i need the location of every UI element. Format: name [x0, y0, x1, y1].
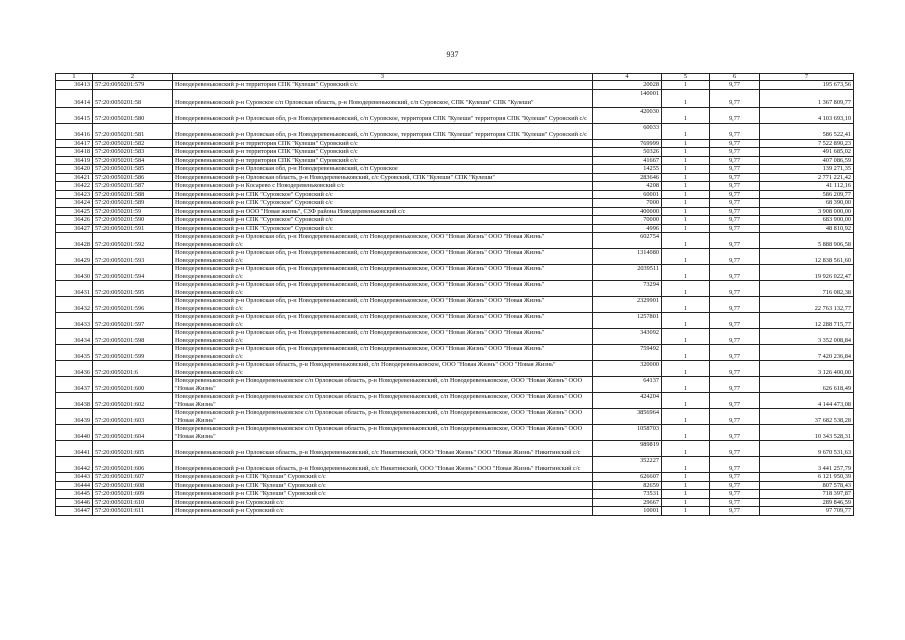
table-row	[56, 139, 854, 148]
cadastral-number: 57:20:0050201:59	[93, 207, 173, 216]
cadastral-number: 57:20:0050201:579	[93, 81, 173, 90]
cadastral-number: 57:20:0050201:599	[93, 345, 173, 361]
quantity: 1	[662, 361, 710, 377]
table-row	[56, 345, 854, 361]
cadastral-number: 57:20:0050201:608	[93, 481, 173, 490]
row-number: 36433	[56, 313, 93, 329]
quantity: 1	[662, 139, 710, 148]
quantity: 1	[662, 224, 710, 233]
area-value: 283646	[593, 173, 662, 182]
rate: 9,77	[710, 498, 760, 507]
address: Новодеревеньковский р-н территория СПК "Кулеши" Суровский с/с	[173, 156, 593, 165]
table-row	[56, 409, 854, 425]
column-header: 1	[56, 74, 93, 81]
rate: 9,77	[710, 345, 760, 361]
table-row	[56, 107, 854, 123]
table-row	[56, 473, 854, 482]
quantity: 1	[662, 173, 710, 182]
table-row	[56, 498, 854, 507]
cadastral-value: 289 846,59	[760, 498, 854, 507]
cadastral-number: 57:20:0050201:6	[93, 361, 173, 377]
area-value: 64137	[593, 377, 662, 393]
quantity: 1	[662, 457, 710, 473]
address: Новодеревеньковский р-н Орловская обл, р-н Новодеревеньковский, с/п Новодеревеньковское, ООО "Новая Жизнь" ООО "Новая Жизнь" Новодеревеньковский с/с	[173, 281, 593, 297]
cadastral-value: 19 926 022,47	[760, 265, 854, 281]
area-value: 29667	[593, 498, 662, 507]
rate: 9,77	[710, 182, 760, 191]
cadastral-number: 57:20:0050201:609	[93, 490, 173, 499]
table-row	[56, 81, 854, 90]
address: Новодеревеньковский р-н территория СПК "Кулеши" Суровский с/с	[173, 148, 593, 157]
cadastral-value: 626 618,49	[760, 377, 854, 393]
quantity: 1	[662, 165, 710, 174]
table-row	[56, 481, 854, 490]
address: Новодеревеньковский р-н Орловская обл, р-н Новодеревеньковский, с/п Новодеревеньковское, ООО "Новая Жизнь" ООО "Новая Жизнь" Новодеревеньковский с/с	[173, 233, 593, 249]
row-number: 36436	[56, 361, 93, 377]
cadastral-value: 716 082,38	[760, 281, 854, 297]
area-value: 82659	[593, 481, 662, 490]
area-value: 73531	[593, 490, 662, 499]
cadastral-value: 2 771 221,42	[760, 173, 854, 182]
row-number: 36442	[56, 457, 93, 473]
area-value: 14255	[593, 165, 662, 174]
address: Новодеревеньковский р-н Орловская обл, р-н Новодеревеньковский, с/п Суровское	[173, 165, 593, 174]
quantity: 1	[662, 156, 710, 165]
table-row	[56, 148, 854, 157]
row-number: 36444	[56, 481, 93, 490]
row-number: 36413	[56, 81, 93, 90]
row-number: 36434	[56, 329, 93, 345]
cadastral-value: 139 271,35	[760, 165, 854, 174]
cadastral-number: 57:20:0050201:596	[93, 297, 173, 313]
rate: 9,77	[710, 207, 760, 216]
row-number: 36443	[56, 473, 93, 482]
area-value: 73294	[593, 281, 662, 297]
cadastral-value: 3 908 000,00	[760, 207, 854, 216]
cadastral-number: 57:20:0050201:594	[93, 265, 173, 281]
cadastral-value: 1 367 809,77	[760, 89, 854, 107]
area-value: 2329901	[593, 297, 662, 313]
rate: 9,77	[710, 107, 760, 123]
area-value: 10001	[593, 507, 662, 516]
cadastral-value: 4 103 693,10	[760, 107, 854, 123]
land-parcel-table	[55, 73, 854, 516]
area-value: 20028	[593, 81, 662, 90]
table-row	[56, 329, 854, 345]
table-row	[56, 313, 854, 329]
cadastral-number: 57:20:0050201:604	[93, 425, 173, 441]
row-number: 36429	[56, 249, 93, 265]
rate: 9,77	[710, 148, 760, 157]
cadastral-number: 57:20:0050201:588	[93, 190, 173, 199]
rate: 9,77	[710, 473, 760, 482]
address: Новодеревеньковский р-н территория СПК "Кулеши" Суровский с/с	[173, 81, 593, 90]
table-row	[56, 216, 854, 225]
address: Новодеревеньковский р-н Орловская обл, р-н Новодеревеньковский, с/п Новодеревеньковское, ООО "Новая Жизнь" ООО "Новая Жизнь" Новодеревеньковский с/с	[173, 249, 593, 265]
rate: 9,77	[710, 481, 760, 490]
rate: 9,77	[710, 224, 760, 233]
area-value: 60033	[593, 123, 662, 139]
address: Новодеревеньковский р-н Орловская область, р-н Новодеревеньковский, с/с Никитинский, ООО "Новая Жизнь" ООО "Новая Жизнь" Никитинский с/с	[173, 441, 593, 457]
area-value: 602754	[593, 233, 662, 249]
table-row	[56, 224, 854, 233]
cadastral-value: 195 673,56	[760, 81, 854, 90]
quantity: 1	[662, 265, 710, 281]
area-value: 320000	[593, 361, 662, 377]
quantity: 1	[662, 441, 710, 457]
address: Новодеревеньковский р-н Суровский с/с	[173, 507, 593, 516]
row-number: 36446	[56, 498, 93, 507]
row-number: 36447	[56, 507, 93, 516]
quantity: 1	[662, 182, 710, 191]
cadastral-number: 57:20:0050201:600	[93, 377, 173, 393]
address: Новодеревеньковский р-н Орловская область, р-н Новодеревеньковский, с/с Суровский, СПК "Кулеши" СПК "Кулеши"	[173, 173, 593, 182]
table-row	[56, 457, 854, 473]
row-number: 36431	[56, 281, 93, 297]
cadastral-value: 407 086,59	[760, 156, 854, 165]
column-header: 5	[662, 74, 710, 81]
table-row	[56, 441, 854, 457]
rate: 9,77	[710, 377, 760, 393]
row-number: 36439	[56, 409, 93, 425]
area-value: 3856964	[593, 409, 662, 425]
quantity: 1	[662, 297, 710, 313]
area-value: 2039511	[593, 265, 662, 281]
rate: 9,77	[710, 425, 760, 441]
row-number: 36437	[56, 377, 93, 393]
cadastral-number: 57:20:0050201:586	[93, 173, 173, 182]
address: Новодеревеньковский р-н СПК "Кулеши" Суровский с/с	[173, 490, 593, 499]
column-header: 7	[760, 74, 854, 81]
row-number: 36435	[56, 345, 93, 361]
column-header: 2	[93, 74, 173, 81]
cadastral-value: 491 685,02	[760, 148, 854, 157]
row-number: 36418	[56, 148, 93, 157]
quantity: 1	[662, 207, 710, 216]
address: Новодеревеньковский р-н СПК "Суровское" Суровский с/с	[173, 224, 593, 233]
row-number: 36428	[56, 233, 93, 249]
rate: 9,77	[710, 89, 760, 107]
cadastral-number: 57:20:0050201:593	[93, 249, 173, 265]
row-number: 36445	[56, 490, 93, 499]
address: Новодеревеньковский р-н Новодеревеньковское с/п Орловская область, р-н Новодеревеньковский, с/п Новодеревеньковское, ООО "Новая Жизнь" ООО "Новая Жизнь"	[173, 377, 593, 393]
cadastral-number: 57:20:0050201:584	[93, 156, 173, 165]
rate: 9,77	[710, 297, 760, 313]
area-value: 4996	[593, 224, 662, 233]
cadastral-number: 57:20:0050201:589	[93, 199, 173, 208]
address: Новодеревеньковский р-н СПК "Суровское" Суровский с/с	[173, 199, 593, 208]
page-number: 937	[446, 50, 459, 59]
cadastral-value: 12 288 715,77	[760, 313, 854, 329]
cadastral-number: 57:20:0050201:583	[93, 148, 173, 157]
cadastral-number: 57:20:0050201:605	[93, 441, 173, 457]
address: Новодеревеньковский р-н Суровское с/п Орловская область, р-н Новодеревеньковский, с/п Суровское, СПК "Кулеши" СПК "Кулеши"	[173, 89, 593, 107]
row-number: 36441	[56, 441, 93, 457]
cadastral-value: 718 397,87	[760, 490, 854, 499]
quantity: 1	[662, 473, 710, 482]
area-value: 50326	[593, 148, 662, 157]
area-value: 4208	[593, 182, 662, 191]
cadastral-value: 48 810,92	[760, 224, 854, 233]
cadastral-value: 9 670 531,63	[760, 441, 854, 457]
quantity: 1	[662, 498, 710, 507]
cadastral-number: 57:20:0050201:591	[93, 224, 173, 233]
rate: 9,77	[710, 165, 760, 174]
quantity: 1	[662, 107, 710, 123]
rate: 9,77	[710, 457, 760, 473]
cadastral-number: 57:20:0050201:603	[93, 409, 173, 425]
quantity: 1	[662, 377, 710, 393]
cadastral-number: 57:20:0050201:592	[93, 233, 173, 249]
cadastral-number: 57:20:0050201:587	[93, 182, 173, 191]
table-row	[56, 182, 854, 191]
table-row	[56, 173, 854, 182]
address: Новодеревеньковский р-н Суровский с/с	[173, 498, 593, 507]
cadastral-value: 12 838 561,60	[760, 249, 854, 265]
row-number: 36414	[56, 89, 93, 107]
cadastral-number: 57:20:0050201:582	[93, 139, 173, 148]
rate: 9,77	[710, 156, 760, 165]
row-number: 36416	[56, 123, 93, 139]
quantity: 1	[662, 490, 710, 499]
rate: 9,77	[710, 507, 760, 516]
quantity: 1	[662, 81, 710, 90]
table-row	[56, 207, 854, 216]
quantity: 1	[662, 409, 710, 425]
address: Новодеревеньковский р-н Орловская обл, р-н Новодеревеньковский, с/п Суровское, территория СПК "Кулеши" территория СПК "Кулеши" Суровский с/с	[173, 123, 593, 139]
table-row	[56, 190, 854, 199]
row-number: 36430	[56, 265, 93, 281]
cadastral-number: 57:20:0050201:590	[93, 216, 173, 225]
address: Новодеревеньковский р-н СПК "Кулеши" Суровский с/с	[173, 481, 593, 490]
address: Новодеревеньковский р-н Кocapeвo c Новодеревеньковский с/с	[173, 182, 593, 191]
table-row	[56, 490, 854, 499]
area-value: 343092	[593, 329, 662, 345]
cadastral-number: 57:20:0050201:602	[93, 393, 173, 409]
area-value: 1058703	[593, 425, 662, 441]
area-value: 626607	[593, 473, 662, 482]
cadastral-value: 4 144 473,08	[760, 393, 854, 409]
quantity: 1	[662, 190, 710, 199]
row-number: 36426	[56, 216, 93, 225]
area-value: 60001	[593, 190, 662, 199]
address: Новодеревеньковский р-н Орловская обл, р-н Новодеревеньковский, с/п Новодеревеньковское, ООО "Новая Жизнь" ООО "Новая Жизнь" Новодеревеньковский с/с	[173, 313, 593, 329]
row-number: 36422	[56, 182, 93, 191]
area-value: 352227	[593, 457, 662, 473]
rate: 9,77	[710, 361, 760, 377]
cadastral-value: 22 763 132,77	[760, 297, 854, 313]
cadastral-value: 41 112,16	[760, 182, 854, 191]
quantity: 1	[662, 425, 710, 441]
row-number: 36427	[56, 224, 93, 233]
table-row	[56, 249, 854, 265]
cadastral-value: 586 209,77	[760, 190, 854, 199]
rate: 9,77	[710, 441, 760, 457]
quantity: 1	[662, 249, 710, 265]
cadastral-number: 57:20:0050201:595	[93, 281, 173, 297]
rate: 9,77	[710, 216, 760, 225]
area-value: 759492	[593, 345, 662, 361]
address: Новодеревеньковский р-н Орловская область, р-н Новодеревеньковский, с/п Новодеревеньковское, ООО "Новая Жизнь" ООО "Новая Жизнь" Новодеревеньковский с/с	[173, 361, 593, 377]
rate: 9,77	[710, 409, 760, 425]
cadastral-number: 57:20:0050201:607	[93, 473, 173, 482]
cadastral-value: 7 420 236,84	[760, 345, 854, 361]
rate: 9,77	[710, 139, 760, 148]
area-value: 7000	[593, 199, 662, 208]
row-number: 36440	[56, 425, 93, 441]
address: Новодеревеньковский р-н СПК "Кулеши" Суровский с/с	[173, 473, 593, 482]
rate: 9,77	[710, 249, 760, 265]
area-value: 420030	[593, 107, 662, 123]
table-row	[56, 89, 854, 107]
cadastral-number: 57:20:0050201:585	[93, 165, 173, 174]
cadastral-value: 7 522 890,23	[760, 139, 854, 148]
quantity: 1	[662, 313, 710, 329]
row-number: 36419	[56, 156, 93, 165]
address: Новодеревеньковский р-н Новодеревеньковское с/п Орловская область, р-н Новодеревеньковский, с/п Новодеревеньковское, ООО "Новая Жизнь" ООО "Новая Жизнь"	[173, 393, 593, 409]
table-header-row	[56, 74, 854, 81]
area-value: 400000	[593, 207, 662, 216]
address: Новодеревеньковский р-н территория СПК "Кулеши" Суровский с/с	[173, 139, 593, 148]
quantity: 1	[662, 233, 710, 249]
rate: 9,77	[710, 313, 760, 329]
table-row	[56, 425, 854, 441]
cadastral-value: 5 888 906,58	[760, 233, 854, 249]
row-number: 36424	[56, 199, 93, 208]
quantity: 1	[662, 329, 710, 345]
area-value: 70000	[593, 216, 662, 225]
area-value: 1314080	[593, 249, 662, 265]
cadastral-value: 97 709,77	[760, 507, 854, 516]
cadastral-value: 68 390,00	[760, 199, 854, 208]
area-value: 424204	[593, 393, 662, 409]
table-row	[56, 281, 854, 297]
row-number: 36438	[56, 393, 93, 409]
cadastral-value: 586 522,41	[760, 123, 854, 139]
rate: 9,77	[710, 233, 760, 249]
area-value: 41667	[593, 156, 662, 165]
table-row	[56, 165, 854, 174]
rate: 9,77	[710, 265, 760, 281]
quantity: 1	[662, 89, 710, 107]
table-row	[56, 265, 854, 281]
row-number: 36417	[56, 139, 93, 148]
cadastral-value: 3 352 008,84	[760, 329, 854, 345]
cadastral-number: 57:20:0050201:597	[93, 313, 173, 329]
quantity: 1	[662, 393, 710, 409]
rate: 9,77	[710, 123, 760, 139]
address: Новодеревеньковский р-н Орловская обл, р-н Новодеревеньковский, с/п Новодеревеньковское, ООО "Новая Жизнь" ООО "Новая Жизнь" Новодеревеньковский с/с	[173, 265, 593, 281]
rate: 9,77	[710, 329, 760, 345]
row-number: 36415	[56, 107, 93, 123]
rate: 9,77	[710, 81, 760, 90]
rate: 9,77	[710, 490, 760, 499]
table-row	[56, 393, 854, 409]
quantity: 1	[662, 199, 710, 208]
row-number: 36432	[56, 297, 93, 313]
address: Новодеревеньковский р-н Орловская обл, р-н Новодеревеньковский, с/п Новодеревеньковское, ООО "Новая Жизнь" ООО "Новая Жизнь" Новодеревеньковский с/с	[173, 345, 593, 361]
rate: 9,77	[710, 190, 760, 199]
table-row	[56, 507, 854, 516]
address: Новодеревеньковский р-н Орловская обл, р-н Новодеревеньковский, с/п Суровское, территория СПК "Кулеши" территория СПК "Кулеши" Суровский с/с	[173, 107, 593, 123]
table-row	[56, 233, 854, 249]
quantity: 1	[662, 123, 710, 139]
area-value: 769999	[593, 139, 662, 148]
cadastral-number: 57:20:0050201:58	[93, 89, 173, 107]
address: Новодеревеньковский р-н СПК "Суровское" Суровский с/с	[173, 190, 593, 199]
rate: 9,77	[710, 281, 760, 297]
cadastral-value: 807 578,43	[760, 481, 854, 490]
table-row	[56, 377, 854, 393]
address: Новодеревеньковский р-н Орловская обл, р-н Новодеревеньковский, с/п Новодеревеньковское, ООО "Новая Жизнь" ООО "Новая Жизнь" Новодеревеньковский с/с	[173, 329, 593, 345]
quantity: 1	[662, 507, 710, 516]
row-number: 36420	[56, 165, 93, 174]
address: Новодеревеньковский р-н Новодеревеньковское с/п Орловская область, р-н Новодеревеньковский, с/п Новодеревеньковское, ООО "Новая Жизнь" ООО "Новая Жизнь"	[173, 409, 593, 425]
cadastral-number: 57:20:0050201:611	[93, 507, 173, 516]
column-header: 6	[710, 74, 760, 81]
column-header: 4	[593, 74, 662, 81]
cadastral-value: 3 441 257,79	[760, 457, 854, 473]
quantity: 1	[662, 481, 710, 490]
table-row	[56, 123, 854, 139]
area-value: 989819	[593, 441, 662, 457]
rate: 9,77	[710, 199, 760, 208]
rate: 9,77	[710, 393, 760, 409]
cadastral-value: 683 900,00	[760, 216, 854, 225]
area-value: 1257801	[593, 313, 662, 329]
area-value: 140001	[593, 89, 662, 107]
address: Новодеревеньковский р-н Орловская область, р-н Новодеревеньковский, с/с Никитинский, ООО "Новая Жизнь" ООО "Новая Жизнь" Никитинский с/с	[173, 457, 593, 473]
rate: 9,77	[710, 173, 760, 182]
cadastral-value: 10 343 528,31	[760, 425, 854, 441]
row-number: 36421	[56, 173, 93, 182]
quantity: 1	[662, 148, 710, 157]
row-number: 36425	[56, 207, 93, 216]
cadastral-number: 57:20:0050201:598	[93, 329, 173, 345]
table-row	[56, 199, 854, 208]
row-number: 36423	[56, 190, 93, 199]
address: Новодеревеньковский р-н ООО "Новая жизнь", СЗФ района Новодеревеньковский с/с	[173, 207, 593, 216]
quantity: 1	[662, 216, 710, 225]
column-header: 3	[173, 74, 593, 81]
table-row	[56, 297, 854, 313]
address: Новодеревеньковский р-н СПК "Суровское" Суровский с/с	[173, 216, 593, 225]
quantity: 1	[662, 345, 710, 361]
address: Новодеревеньковский р-н Новодеревеньковское с/п Орловская область, р-н Новодеревеньковский, с/п Новодеревеньковское, ООО "Новая Жизнь" ООО "Новая Жизнь"	[173, 425, 593, 441]
cadastral-value: 3 126 400,00	[760, 361, 854, 377]
table-row	[56, 361, 854, 377]
cadastral-number: 57:20:0050201:610	[93, 498, 173, 507]
quantity: 1	[662, 281, 710, 297]
cadastral-number: 57:20:0050201:581	[93, 123, 173, 139]
table-row	[56, 156, 854, 165]
cadastral-value: 37 682 538,28	[760, 409, 854, 425]
cadastral-value: 6 121 950,39	[760, 473, 854, 482]
cadastral-number: 57:20:0050201:580	[93, 107, 173, 123]
cadastral-number: 57:20:0050201:606	[93, 457, 173, 473]
address: Новодеревеньковский р-н Орловская обл, р-н Новодеревеньковский, с/п Новодеревеньковское, ООО "Новая Жизнь" ООО "Новая Жизнь" Новодеревеньковский с/с	[173, 297, 593, 313]
